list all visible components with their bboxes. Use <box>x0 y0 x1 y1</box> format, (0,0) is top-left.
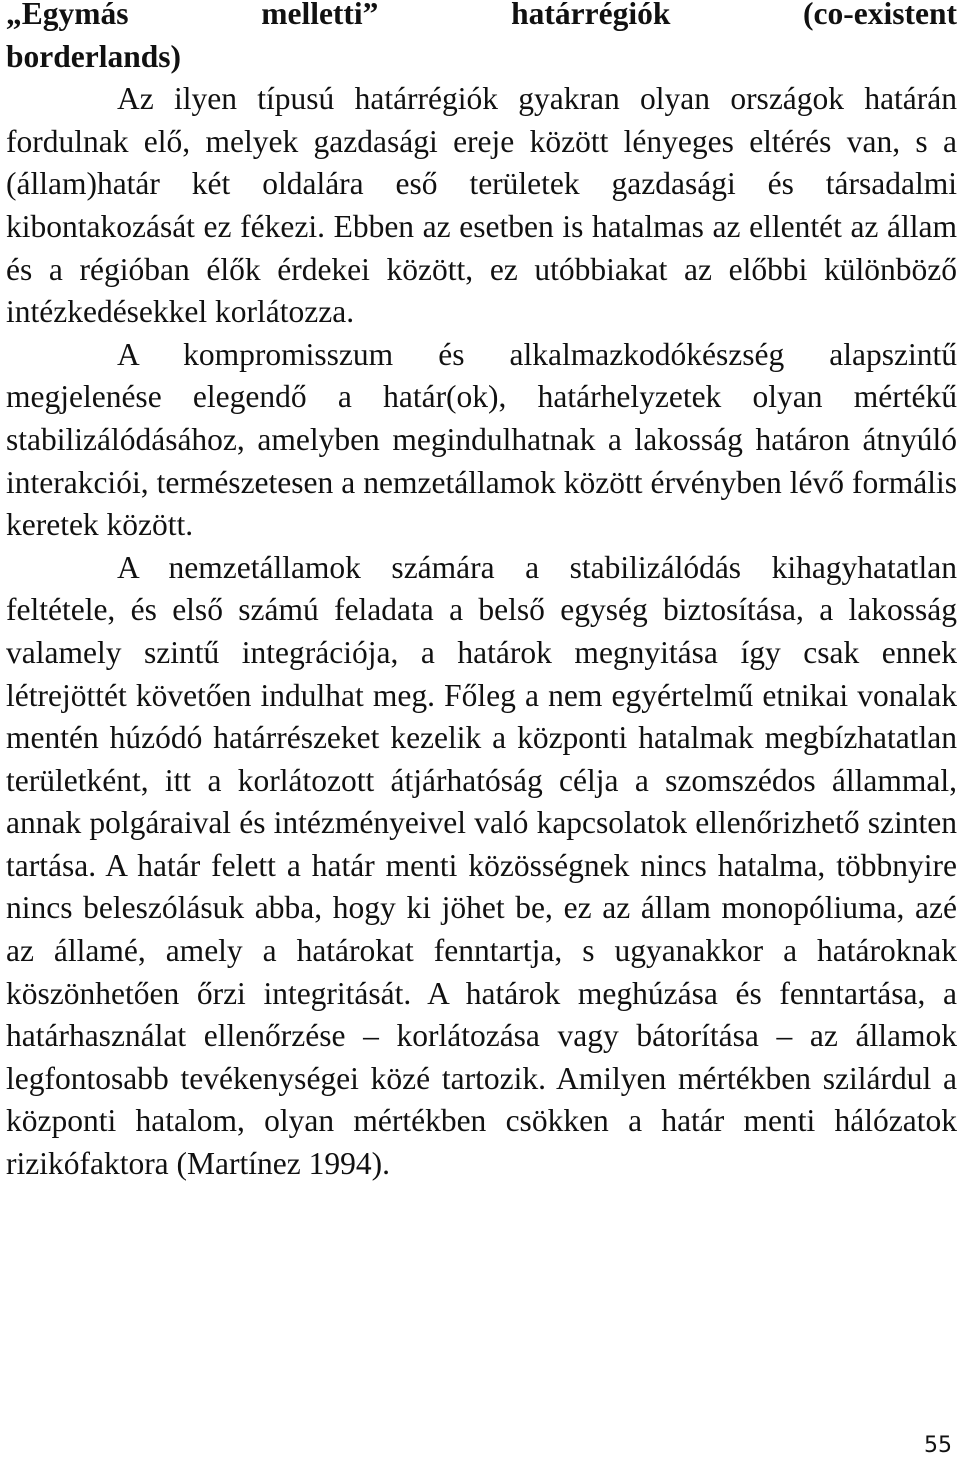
paragraph-1: Az ilyen típusú határrégiók gyakran olyan országok határán fordulnak elő, melyek gazdasági ereje között lényeges eltérés van, s a (állam)határ két oldalára eső területek gazdasági és társadalmi kibontakozását ez fékezi. Ebben az esetben is hatalmas az ellentét az állam és a régióban élők érdekei között, ez utóbbiakat az előbbi különböző intézkedésekkel korlátozza. <box>6 81 957 330</box>
section-heading <box>6 0 957 78</box>
paragraph-3: A nemzetállamok számára a stabilizálódás kihagyhatatlan feltétele, és első számú feladata a belső egység biztosítása, a lakosság valamely szintű integrációja, a határok megnyitása így csak ennek létrejöttét követően indulhat meg. Főleg a nem egyértelmű etnikai vonalak mentén húzódó határrészeket kezelik a központi hatalmak megbízhatatlan területként, itt a korlátozott átjárhatóság célja a szomszédos állammal, annak polgáraival és intézményeivel való kapcsolatok ellenőrizhető szinten tartása. A határ felett a határ menti közösségnek nincs hatalma, többnyire nincs beleszólásuk abba, hogy ki jöhet be, ez az állam monopóliuma, azé az államé, amely a határokat fenntartja, s ugyanakkor a határoknak köszönhetően őrzi integritását. A határok meghúzása és fenntartása, a határhasználat ellenőrzése – korlátozása vagy bátorítása – az államok legfontosabb tevékenységei közé tartozik. Amilyen mértékben szilárdul a központi hatalom, olyan mértékben csökken a határ menti hálózatok rizikófaktora (Martínez 1994). <box>6 549 957 1182</box>
section-heading-line-2: borderlands) <box>6 38 182 74</box>
paragraph-2: A kompromisszum és alkalmazkodókészség alapszintű megjelenése elegendő a határ(ok), határhelyzetek olyan mértékű stabilizálódásához, amelyben megindulhatnak a lakosság határon átnyúló interakciói, természetesen a nemzetállamok között érvényben lévő formális keretek között. <box>6 336 957 543</box>
page-body <box>6 0 957 1186</box>
page-number: 55 <box>924 1433 952 1458</box>
section-heading-line-1: „Egymás melletti” határrégiók (co-existent <box>6 0 957 31</box>
